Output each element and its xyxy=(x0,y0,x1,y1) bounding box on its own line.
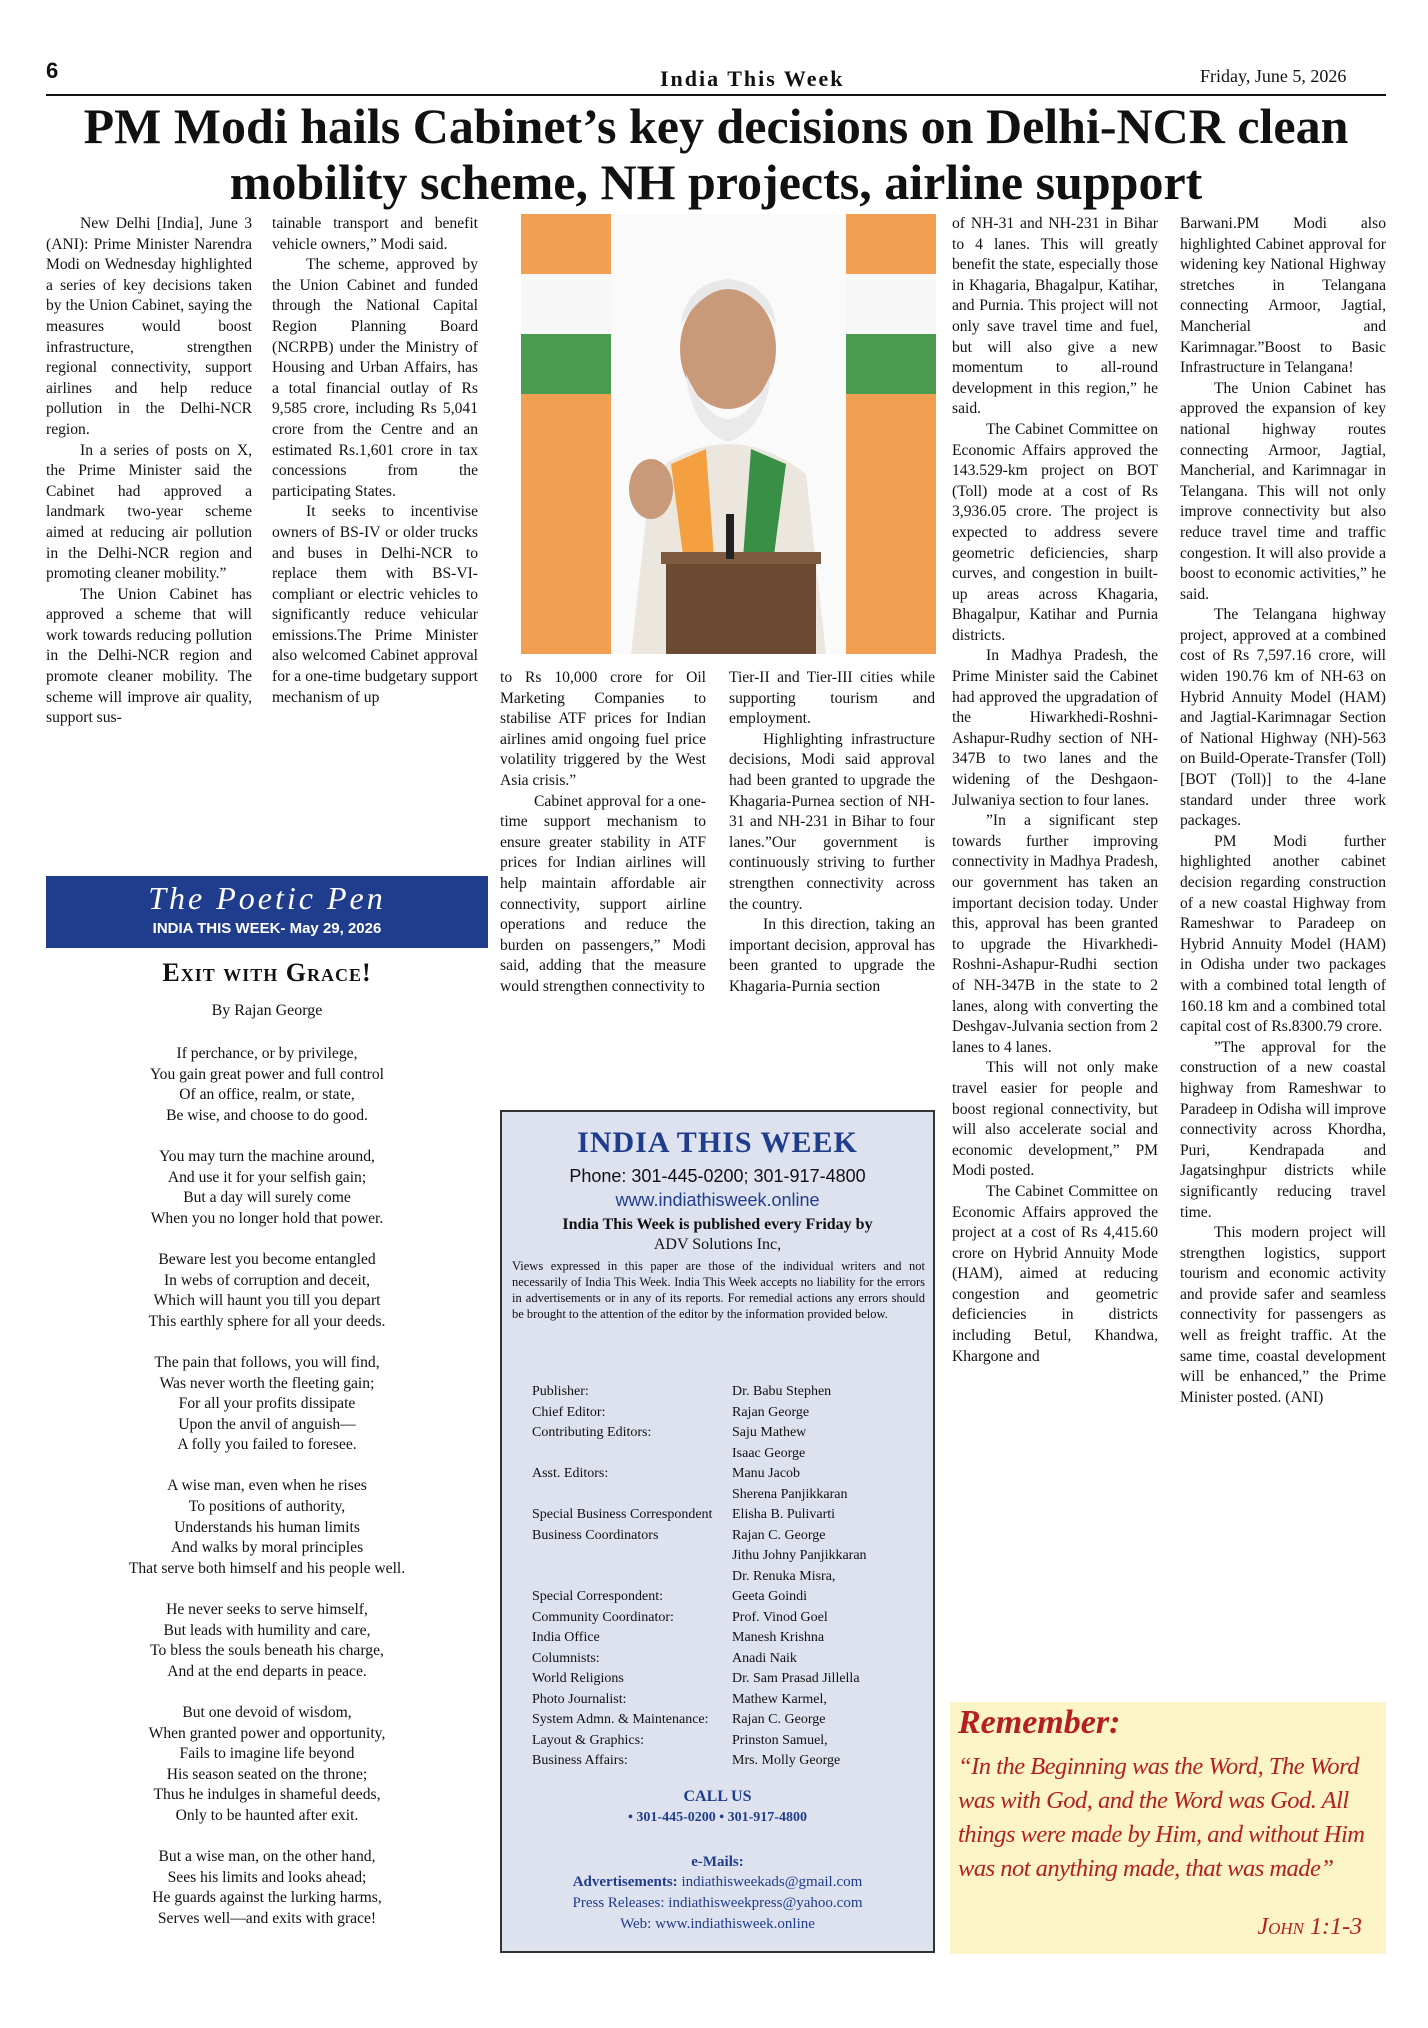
poem-line: Serves well—and exits with grace! xyxy=(157,1909,377,1927)
article-paragraph: The Cabinet Committee on Economic Affairs approved the project at a cost of Rs 4,415.60 crore on Hybrid Annuity Mode (HAM), aimed at reducing congestion and geometric deficiencies in districts including Betul, Khandwa, Khargone and xyxy=(952,1182,1158,1365)
poem-line: A folly you failed to foresee. xyxy=(177,1436,357,1454)
poem-stanza xyxy=(46,1600,488,1682)
article-paragraph: ”In a significant step towards further improving connectivity in Madhya Pradesh, our government has taken an important decision today. Under this, approval has been granted to upgrade the Hivarkhedi-Roshni-Ashapur-Rudhi section of NH-347B in the state to 2 lanes, along with converting the Deshgav-Julvania section from 2 lanes to 4 lanes. xyxy=(952,812,1158,1056)
article-column-5 xyxy=(952,214,1158,1692)
article-column-2 xyxy=(272,214,478,854)
poem-line: Beware lest you become entangled xyxy=(158,1250,376,1268)
page-number: 6 xyxy=(46,58,59,83)
staff-row xyxy=(532,1751,922,1772)
staff-role: Special Business Correspondent xyxy=(532,1507,713,1522)
infobox-disclaimer: Views expressed in this paper are those of the individual writers and not necessarily of India This Week. India This Week accepts no liability for the errors in advertisements or in any of its reports. For remedial actions any errors should be brought to the attention of the editor by the information provided below. xyxy=(512,1259,925,1321)
poem-line: This earthly sphere for all your deeds. xyxy=(148,1312,386,1330)
poem-stanza xyxy=(46,1250,488,1332)
poem-stanza xyxy=(46,1847,488,1929)
poem-author: By Rajan George xyxy=(211,1002,323,1019)
poem-stanza xyxy=(46,1353,488,1456)
staff-row xyxy=(532,1567,922,1588)
staff-role: World Religions xyxy=(532,1671,624,1686)
staff-name: Rajan George xyxy=(732,1404,810,1420)
poem-line: His season seated on the throne; xyxy=(166,1765,368,1783)
poem-stanza xyxy=(46,1044,488,1126)
article-paragraph: Barwani.PM Modi also highlighted Cabinet approval for widening key National Highway stretches in Telangana connecting Armoor, Jagtial, Mancherial and Karimnagar.”Boost to Basic Infrastructure in Telangana! xyxy=(1180,215,1386,377)
article-column-1 xyxy=(46,214,252,854)
publication-info-box xyxy=(500,1110,935,1953)
staff-role: Business Affairs: xyxy=(532,1753,628,1768)
staff-name: Geeta Goindi xyxy=(732,1589,808,1604)
article-paragraph: In a series of posts on X, the Prime Minister said the Cabinet had approved a landmark two-year scheme aimed at reducing air pollution in the Delhi-NCR region and promoting cleaner mobility.” xyxy=(46,441,252,583)
poem-line: Was never worth the fleeting gain; xyxy=(159,1374,375,1392)
staff-name: Saju Mathew xyxy=(732,1425,807,1440)
poem-stanza xyxy=(46,1476,488,1579)
staff-role xyxy=(532,1546,732,1567)
poem-line: You gain great power and full control xyxy=(149,1065,384,1083)
staff-row xyxy=(532,1444,922,1465)
call-us-heading: CALL US xyxy=(683,1788,752,1805)
staff-role: Publisher: xyxy=(532,1384,589,1399)
poem-line: A wise man, even when he rises xyxy=(167,1477,367,1495)
ads-label: Advertisements: xyxy=(572,1874,678,1890)
staff-row xyxy=(532,1587,922,1608)
staff-name: Dr. Sam Prasad Jillella xyxy=(732,1671,860,1686)
staff-name: Dr. Renuka Misra, xyxy=(732,1568,836,1584)
staff-role: Layout & Graphics: xyxy=(532,1732,644,1748)
staff-name: Manu Jacob xyxy=(732,1466,801,1481)
poem-line: Understands his human limits xyxy=(174,1518,360,1536)
staff-name: Rajan C. George xyxy=(732,1712,826,1727)
poem-line: And at the end departs in peace. xyxy=(167,1662,367,1680)
infobox-publisher-company: ADV Solutions Inc, xyxy=(653,1236,782,1253)
poem-line: To positions of authority, xyxy=(188,1498,346,1516)
article-paragraph: The scheme, approved by the Union Cabinet and funded through the National Capital Region Planning Board (NCRPB) under the Ministry of Housing and Urban Affairs, has a total financial outlay of Rs 9,585 crore, including Rs 5,041 crore from the Centre and an estimated Rs.1,601 crore in tax concessions from the participating States. xyxy=(272,256,478,500)
article-column-3 xyxy=(500,668,706,1088)
article-paragraph: This will not only make travel easier for people and boost regional connectivity, but will also accelerate social and economic development,” PM Modi posted. xyxy=(952,1059,1158,1180)
web-line[interactable]: Web: www.indiathisweek.online xyxy=(620,1916,815,1932)
poem-line: Sees his limits and looks ahead; xyxy=(167,1868,367,1886)
article-paragraph: In this direction, taking an important decision, approval has been granted to upgrade the Khagaria-Purnia section xyxy=(729,916,935,995)
staff-row xyxy=(532,1628,922,1649)
staff-row xyxy=(532,1423,922,1444)
staff-role: Columnists: xyxy=(532,1650,600,1666)
staff-name: Anadi Naik xyxy=(732,1650,797,1666)
staff-role: Chief Editor: xyxy=(532,1404,606,1420)
article-paragraph: The Cabinet Committee on Economic Affairs approved the 143.529-km project on BOT (Toll) mode at a cost of Rs 3,936.05 crore. The project is expected to address severe geometric deficiencies, sharp curves, and congestion in built-up areas across Khagaria, Bhagalpur, Katihar and Purnia districts. xyxy=(952,420,1158,644)
staff-row xyxy=(532,1731,922,1752)
poem-line: The pain that follows, you will find, xyxy=(154,1353,380,1371)
article-paragraph: New Delhi [India], June 3 (ANI): Prime Minister Narendra Modi on Wednesday highlighted a series of key decisions taken by the Union Cabinet, saying the measures would boost infrastructure, strengthen regional connectivity, support airlines and help reduce pollution in the Delhi-NCR region. xyxy=(46,215,252,438)
press-email-line[interactable]: Press Releases: indiathisweekpress@yahoo.com xyxy=(572,1895,863,1911)
poem-line: If perchance, or by privilege, xyxy=(176,1045,358,1062)
article-paragraph: It seeks to incentivise owners of BS-IV or older trucks and buses in Delhi-NCR to replace them with BS-VI-compliant or electric vehicles to significantly reduce vehicular emissions.The Prime Minister also welcomed Cabinet approval for a one-time budgetary support mechanism of up xyxy=(272,503,478,706)
staff-row xyxy=(532,1382,922,1403)
emails-heading: e-Mails: xyxy=(691,1854,744,1870)
staff-role: Asst. Editors: xyxy=(532,1466,609,1481)
staff-role: Photo Journalist: xyxy=(532,1691,627,1707)
staff-row xyxy=(532,1669,922,1690)
article-paragraph: In Madhya Pradesh, the Prime Minister said the Cabinet had approved the upgradation of the Hiwarkhedi-Roshni-Ashapur-Rudhy section of NH-347B to two lanes and the widening of the Deshgaon-Julwaniya section to four lanes. xyxy=(952,647,1158,809)
poem-stanza xyxy=(46,1703,488,1827)
staff-row xyxy=(532,1546,922,1567)
staff-role: Contributing Editors: xyxy=(532,1425,652,1440)
poem-stanza xyxy=(46,1147,488,1229)
poem-line: Fails to imagine life beyond xyxy=(179,1745,355,1763)
article-paragraph: The Union Cabinet has approved a scheme that will work towards reducing pollution in the Delhi-NCR region and promote cleaner mobility. The scheme will improve air quality, support sus- xyxy=(46,585,252,727)
staff-role xyxy=(532,1444,732,1465)
article-paragraph: ”The approval for the construction of a new coastal highway from Rameshwar to Paradeep in Odisha will improve connectivity across Khordha, Puri, Kendrapada and Jagatsinghpur districts while significantly reducing travel time. xyxy=(1180,1038,1386,1221)
staff-role xyxy=(532,1567,732,1588)
staff-name: Prinston Samuel, xyxy=(732,1732,828,1748)
poem-line: But leads with humility and care, xyxy=(163,1621,371,1639)
staff-name: Elisha B. Pulivarti xyxy=(732,1507,836,1522)
staff-row xyxy=(532,1649,922,1670)
staff-name: Sherena Panjikkaran xyxy=(732,1486,848,1502)
staff-name: Mrs. Molly George xyxy=(732,1753,841,1768)
poem-line: But a day will surely come xyxy=(183,1189,351,1207)
staff-row xyxy=(532,1403,922,1424)
poem-title: Exit with Grace! xyxy=(162,958,372,987)
headline: PM Modi hails Cabinet’s key decisions on Delhi-NCR clean mobility scheme, NH projects, airline support xyxy=(83,98,1349,210)
article-paragraph: Tier-II and Tier-III cities while supporting tourism and employment. xyxy=(729,669,935,728)
poem-line: And use it for your selfish gain; xyxy=(167,1168,367,1186)
article-column-4 xyxy=(729,668,935,1088)
staff-name: Rajan C. George xyxy=(732,1527,826,1543)
masthead: India This Week xyxy=(660,66,845,91)
article-paragraph: of NH-31 and NH-231 in Bihar to 4 lanes. This will greatly benefit the state, especially those in Khagaria, Bhagalpur, Katihar, and Purnia. This project will not only save travel time and fuel, but will also give a new momentum to all-round development in this region,” he said. xyxy=(952,215,1158,418)
staff-row xyxy=(532,1485,922,1506)
poem-line: Of an office, realm, or state, xyxy=(179,1086,355,1104)
staff-name: Dr. Babu Stephen xyxy=(732,1384,832,1399)
infobox-phone: Phone: 301-445-0200; 301-917-4800 xyxy=(569,1166,866,1186)
staff-role: Special Correspondent: xyxy=(532,1589,664,1604)
poem-line: For all your profits dissipate xyxy=(178,1395,356,1413)
article-paragraph: The Telangana highway project, approved at a combined cost of Rs 7,597.16 crore, will widen 190.76 km of NH-63 on Hybrid Annuity Model (HAM) and Jagtial-Karimnagar Section of National Highway (NH)-563 on Build-Operate-Transfer (Toll) [BOT (Toll)] to the 4-lane standard under three work packages. xyxy=(1180,606,1386,830)
article-paragraph: tainable transport and benefit vehicle owners,” Modi said. xyxy=(272,215,478,253)
header-rule xyxy=(46,94,1386,96)
poem-line: Upon the anvil of anguish— xyxy=(178,1415,356,1433)
poetic-pen-title: The Poetic Pen xyxy=(148,880,386,916)
staff-name: Isaac George xyxy=(732,1445,806,1461)
infobox-title: INDIA THIS WEEK xyxy=(577,1126,858,1159)
staff-list xyxy=(532,1382,922,1772)
poem-line: And walks by moral principles xyxy=(170,1539,364,1557)
pm-modi-photo xyxy=(521,214,936,654)
publication-date: Friday, June 5, 2026 xyxy=(1200,66,1347,86)
article-paragraph: This modern project will strengthen logistics, support tourism and economic activity and provide safer and seamless connectivity for passengers as well as freight traffic. At the same time, coastal development will be enhanced,” the Prime Minister posted. (ANI) xyxy=(1180,1224,1386,1406)
staff-row xyxy=(532,1608,922,1629)
article-paragraph: PM Modi further highlighted another cabinet decision regarding construction of a new coastal Highway from Rameshwar to Paradeep on Hybrid Annuity Model (HAM) in Odisha under two packages with a combined total length of 160.18 km and a combined total capital cost of Rs.8300.79 crore. xyxy=(1180,832,1386,1036)
ads-email-line xyxy=(502,1874,933,1891)
poem-line: Only to be haunted after exit. xyxy=(175,1806,359,1824)
remember-citation: John 1:1-3 xyxy=(1257,1914,1362,1940)
poem-line: That serve both himself and his people well. xyxy=(128,1559,406,1577)
poem-body xyxy=(46,1044,488,1950)
staff-name: Mathew Karmel, xyxy=(732,1691,827,1707)
poem-line: But a wise man, on the other hand, xyxy=(158,1848,376,1866)
staff-row xyxy=(532,1526,922,1547)
article-paragraph: to Rs 10,000 crore for Oil Marketing Companies to stabilise ATF prices for Indian airlines amid ongoing fuel price volatility triggered by the West Asia crisis.” xyxy=(500,669,706,789)
staff-name: Jithu Johny Panjikkaran xyxy=(732,1548,867,1563)
article-paragraph: The Union Cabinet has approved the expansion of key national highway routes connecting Armoor, Jagtial, Mancherial, and Karimnagar in Telangana. This will not only improve connectivity but also reduce travel time and traffic congestion. It will also provide a boost to economic activities,” he said. xyxy=(1180,379,1386,603)
infobox-published-line: India This Week is published every Friday by xyxy=(562,1216,873,1233)
poem-line: Be wise, and choose to do good. xyxy=(166,1106,368,1124)
poem-line: He guards against the lurking harms, xyxy=(152,1889,382,1907)
staff-role: Community Coordinator: xyxy=(532,1609,674,1625)
staff-role: System Admn. & Maintenance: xyxy=(532,1712,709,1727)
article-paragraph: Highlighting infrastructure decisions, Modi said approval had been granted to upgrade the Khagaria-Purnea section of NH-31 and NH-231 in Bihar to four lanes.”Our government is continuously striving to further strengthen connectivity across the country. xyxy=(729,730,935,913)
staff-row xyxy=(532,1690,922,1711)
poem-line: When granted power and opportunity, xyxy=(148,1724,386,1742)
staff-name: Prof. Vinod Goel xyxy=(732,1609,828,1625)
poem-line: He never seeks to serve himself, xyxy=(166,1601,368,1619)
call-us-numbers: • 301-445-0200 • 301-917-4800 xyxy=(628,1810,807,1825)
article-paragraph: Cabinet approval for a one-time support mechanism to ensure greater stability in ATF prices for Indian airlines will help maintain affordable air connectivity, support airline operations and reduce the burden on passengers,” Modi said, adding that the measure would strengthen connectivity to xyxy=(500,792,706,995)
staff-name: Manesh Krishna xyxy=(732,1630,825,1645)
staff-row xyxy=(532,1710,922,1731)
poem-line: To bless the souls beneath his charge, xyxy=(150,1642,384,1660)
staff-row xyxy=(532,1505,922,1526)
poem-line: In webs of corruption and deceit, xyxy=(163,1271,371,1289)
staff-role xyxy=(532,1485,732,1506)
poem-line: You may turn the machine around, xyxy=(159,1147,375,1165)
remember-title: Remember: xyxy=(958,1704,1121,1741)
poetic-pen-banner xyxy=(46,876,488,948)
poem-line: When you no longer hold that power. xyxy=(150,1209,384,1227)
poetic-pen-edition: INDIA THIS WEEK- May 29, 2026 xyxy=(152,920,382,937)
poem-line: But one devoid of wisdom, xyxy=(182,1704,352,1721)
person-at-podium-photo-icon xyxy=(521,214,936,654)
ads-email[interactable]: indiathisweekads@gmail.com xyxy=(681,1874,863,1890)
remember-quote: “In the Beginning was the Word, The Word was with God, and the Word was God. All things were made by Him, and without Him was not anything made, that was made” xyxy=(958,1753,1365,1882)
remember-box xyxy=(950,1702,1386,1954)
article-column-6 xyxy=(1180,214,1386,1692)
infobox-website[interactable]: www.indiathisweek.online xyxy=(615,1190,820,1210)
staff-role: Business Coordinators xyxy=(532,1527,659,1543)
staff-row xyxy=(532,1464,922,1485)
poem-line: Thus he indulges in shameful deeds, xyxy=(153,1786,381,1804)
staff-role: India Office xyxy=(532,1630,600,1645)
poem-line: Which will haunt you till you depart xyxy=(153,1292,381,1310)
